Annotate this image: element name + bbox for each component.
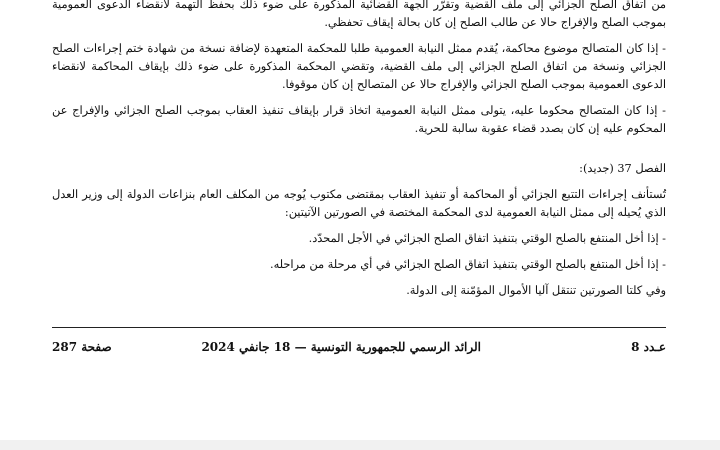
page-number: صفحة 287 — [52, 340, 112, 354]
paragraph-3: - إذا كان المتصالح محكوما عليه، يتولى ممثل النيابة العمومية اتخاذ قرار بإيقاف تنفيذ العقاب بموجب الصلح الجزائي والإفراج عن المحكوم عليه إن كان بصدد قضاء عقوبة سالبة للحرية. — [52, 104, 666, 135]
paragraph-5: وفي كلتا الصورتين تنتقل آليا الأموال المؤمّنة إلى الدولة. — [406, 284, 666, 297]
list-item-1: - إذا أخل المنتفع بالصلح الوقتي بتنفيذ اتفاق الصلح الجزائي في الأجل المحدّد. — [308, 232, 666, 245]
footer-divider — [52, 327, 666, 328]
page-footer — [52, 340, 666, 360]
issue-number: عـدد 8 — [631, 340, 666, 354]
paragraph-4: تُستأنف إجراءات التتبع الجزائي أو المحاكمة أو تنفيذ العقاب بمقتضى مكتوب يُوجه من المكلف العام بنزاعات الدولة إلى وزير العدل الذي يُحيله إلى ممثل النيابة العمومية لدى المحكمة المختصة في الصورتين الآتيتين: — [52, 188, 666, 219]
article-heading: الفصل 37 (جديد): — [579, 162, 666, 175]
paragraph-1: من اتفاق الصلح الجزائي إلى ملف القضية وتقرّر الجهة القضائية المذكورة على ضوء ذلك بحفظ التهمة لانقضاء الدعوى العمومية بموجب الصلح والإفراج حالا عن طالب الصلح إن كان بحالة إيقاف تحفظي. — [52, 0, 666, 29]
viewer-background — [0, 440, 720, 450]
document-body — [52, 0, 666, 300]
list-item-2: - إذا أخل المنتفع بالصلح الوقتي بتنفيذ اتفاق الصلح الجزائي في أي مرحلة من مراحله. — [270, 258, 666, 271]
journal-title: الرائد الرسمي للجمهورية التونسية — 18 جانفي 2024 — [201, 340, 481, 354]
paragraph-2: - إذا كان المتصالح موضوع محاكمة، يُقدم ممثل النيابة العمومية طلبا للمحكمة المتعهدة لإضافة نسخة من شهادة ختم إجراءات الصلح الجزائي ونسخة من اتفاق الصلح الجزائي إلى ملف القضية، وتقضي المحكمة المذكورة على ضوء ذلك بإيقاف المحاكمة لانقضاء الدعوى العمومية بموجب الصلح الجزائي والإفراج حالا عن المتصالح إن كان موقوفا. — [52, 42, 666, 91]
